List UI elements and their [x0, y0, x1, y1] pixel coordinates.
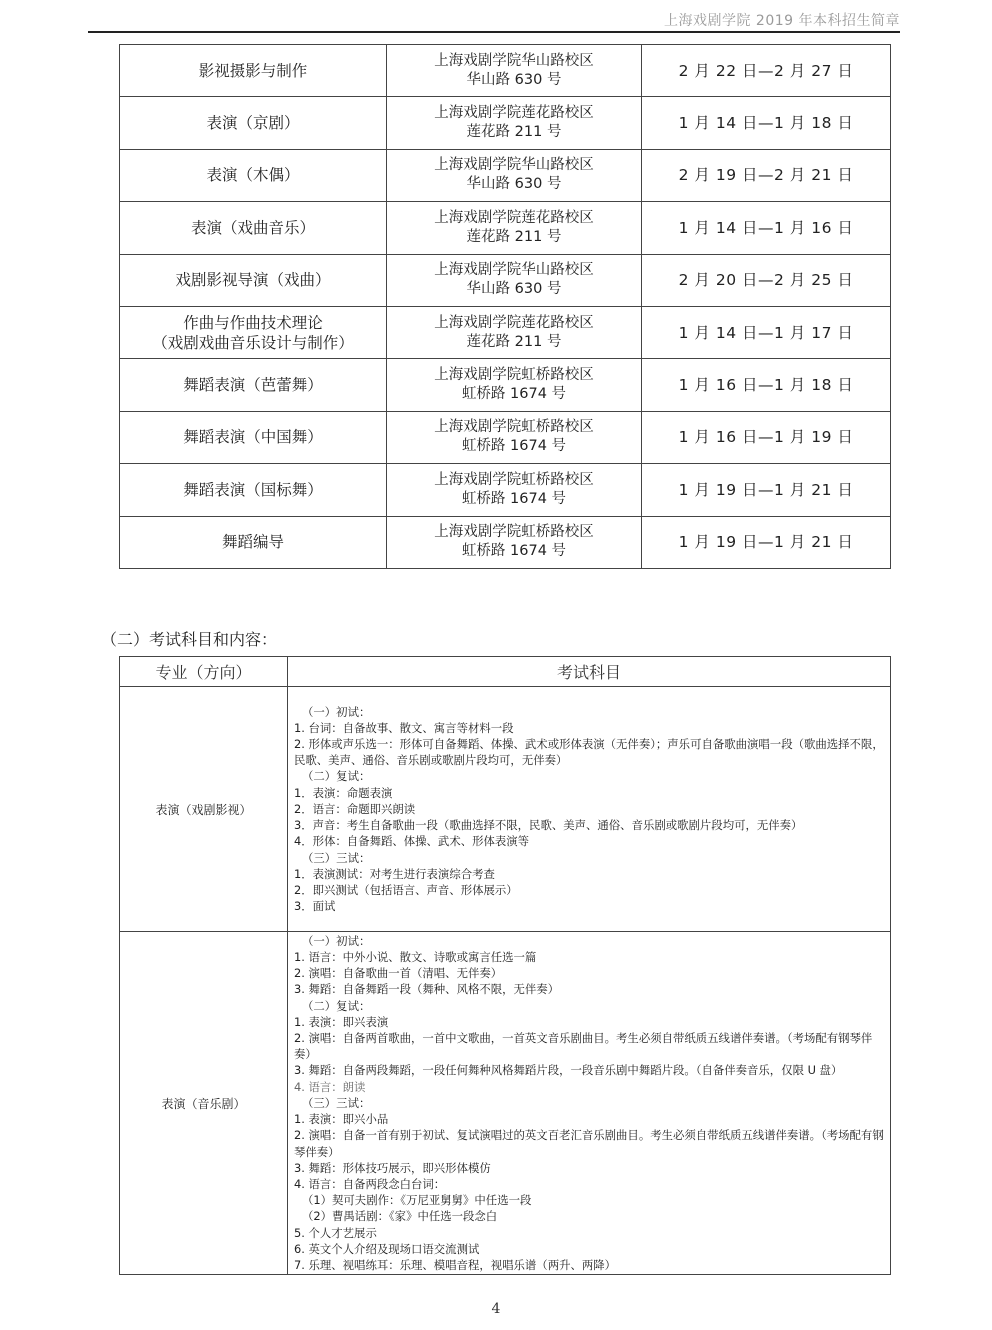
schedule-major-line: （戏剧戏曲音乐设计与制作） [152, 333, 354, 352]
schedule-location-line: 上海戏剧学院虹桥路校区 [434, 367, 594, 384]
schedule-location [387, 411, 642, 463]
subjects-major: 表演（音乐剧） [120, 932, 288, 1275]
schedule-location-line: 上海戏剧学院莲花路校区 [434, 105, 594, 122]
schedule-major [120, 97, 387, 149]
subjects-content-line: 1．表演：命题表演 [294, 785, 393, 800]
schedule-row [120, 45, 891, 97]
header-subjects: 考试科目 [288, 657, 891, 687]
schedule-row [120, 359, 891, 411]
subjects-content-line: 3. 舞蹈：自备两段舞蹈，一段任何舞种风格舞蹈片段，一段音乐剧中舞蹈片段。（自备伴奏音乐，仅限 U 盘） [294, 1063, 843, 1078]
schedule-major-line: 表演（木偶） [206, 166, 300, 185]
subjects-content-line: 4．形体：自备舞蹈、体操、武术、形体表演等 [294, 834, 530, 849]
schedule-location-line: 上海戏剧学院虹桥路校区 [434, 471, 594, 488]
subjects-content-line: （二）复试： [302, 769, 371, 784]
schedule-major [120, 359, 387, 411]
subjects-content-line: 5. 个人才艺展示 [294, 1225, 377, 1240]
schedule-location [387, 254, 642, 306]
schedule-location-line: 上海戏剧学院虹桥路校区 [434, 524, 594, 541]
subjects-content-line: 4. 语言：自备两段念白台词： [294, 1176, 446, 1191]
schedule-row [120, 149, 891, 201]
subjects-content-line: 1. 表演：即兴表演 [294, 1014, 389, 1029]
subjects-content [288, 932, 891, 1275]
schedule-location [387, 516, 642, 568]
subjects-content-line: 6. 英文个人介绍及现场口语交流测试 [294, 1241, 480, 1256]
schedule-major [120, 516, 387, 568]
schedule-dates: 2 月 22 日—2 月 27 日 [642, 45, 891, 97]
schedule-row [120, 464, 891, 516]
subjects-content-line: （2）曹禺话剧：《家》中任选一段念白 [302, 1209, 498, 1224]
schedule-location [387, 464, 642, 516]
schedule-location [387, 306, 642, 358]
running-header-title: 上海戏剧学院 2019 年本科招生简章 [663, 13, 900, 29]
schedule-major-line: 舞蹈表演（国标舞） [183, 480, 323, 499]
subjects-content-line: 3. 舞蹈：自备舞蹈一段（舞种、风格不限，无伴奏） [294, 982, 560, 997]
section-heading: （二）考试科目和内容： [101, 630, 278, 649]
schedule-location-line: 虹桥路 1674 号 [461, 438, 567, 455]
schedule-location-line: 上海戏剧学院莲花路校区 [434, 209, 594, 226]
schedule-major [120, 45, 387, 97]
schedule-location-line: 上海戏剧学院华山路校区 [434, 262, 594, 279]
schedule-major-line: 舞蹈表演（芭蕾舞） [183, 376, 323, 395]
schedule-location-line: 上海戏剧学院华山路校区 [434, 52, 594, 69]
schedule-location-line: 上海戏剧学院虹桥路校区 [434, 419, 594, 436]
schedule-location-line: 莲花路 211 号 [466, 228, 562, 245]
schedule-dates: 1 月 16 日—1 月 18 日 [642, 359, 891, 411]
subjects-content-line: 1. 语言：中外小说、散文、诗歌或寓言任选一篇 [294, 950, 537, 965]
subjects-content-line: （三）三试： [302, 850, 371, 865]
subjects-content-line: 3．面试 [294, 899, 336, 914]
subjects-content [288, 687, 891, 932]
header-major: 专业（方向） [120, 657, 288, 687]
schedule-location-line: 虹桥路 1674 号 [461, 543, 567, 560]
subjects-content-line: 3．声音：考生自备歌曲一段（歌曲选择不限，民歌、美声、通俗、音乐剧或歌剧片段均可，无伴奏） [294, 818, 803, 833]
schedule-row [120, 254, 891, 306]
schedule-location [387, 202, 642, 254]
schedule-location [387, 149, 642, 201]
schedule-major [120, 411, 387, 463]
schedule-location [387, 97, 642, 149]
schedule-major [120, 306, 387, 358]
schedule-dates: 1 月 19 日—1 月 21 日 [642, 464, 891, 516]
subjects-content-line: 2．语言：命题即兴朗读 [294, 801, 416, 816]
subjects-header-row [120, 657, 891, 687]
subjects-content-line: 3. 舞蹈：形体技巧展示，即兴形体模仿 [294, 1160, 491, 1175]
schedule-location-line: 华山路 630 号 [466, 176, 562, 193]
schedule-dates: 1 月 14 日—1 月 16 日 [642, 202, 891, 254]
schedule-location-line: 华山路 630 号 [466, 281, 562, 298]
schedule-location [387, 359, 642, 411]
schedule-major-line: 表演（京剧） [206, 114, 300, 133]
schedule-row [120, 202, 891, 254]
schedule-row [120, 97, 891, 149]
schedule-major-line: 表演（戏曲音乐） [190, 218, 315, 237]
subjects-content-line: （一）初试： [302, 704, 371, 719]
schedule-row [120, 411, 891, 463]
schedule-major [120, 464, 387, 516]
schedule-major-line: 作曲与作曲技术理论 [183, 313, 323, 332]
schedule-location-line: 上海戏剧学院华山路校区 [434, 157, 594, 174]
exam-subjects-table [119, 656, 891, 1275]
schedule-dates: 2 月 20 日—2 月 25 日 [642, 254, 891, 306]
schedule-major [120, 254, 387, 306]
subjects-content-line: 2. 演唱：自备两首歌曲，一首中文歌曲，一首英文音乐剧曲目。考生必须自带纸质五线谱伴奏谱。（考场配有钢琴伴奏） [294, 1031, 873, 1062]
schedule-row [120, 516, 891, 568]
schedule-dates: 1 月 19 日—1 月 21 日 [642, 516, 891, 568]
subjects-major: 表演（戏剧影视） [120, 687, 288, 932]
subjects-content-line: （二）复试： [302, 998, 371, 1013]
subjects-content-line: （1）契可夫剧作：《万尼亚舅舅》中任选一段 [302, 1193, 532, 1208]
schedule-major-line: 舞蹈编导 [221, 533, 284, 552]
subjects-row [120, 932, 891, 1275]
subjects-content-line: 2. 形体或声乐选一：形体可自备舞蹈、体操、武术或形体表演（无伴奏）；声乐可自备歌曲演唱一段（歌曲选择不限，民歌、美声、通俗、音乐剧或歌剧片段均可，无伴奏） [294, 737, 884, 768]
subjects-content-line: 7. 乐理、视唱练耳：乐理、模唱音程，视唱乐谱（两升、两降） [294, 1257, 617, 1272]
schedule-location-line: 莲花路 211 号 [466, 124, 562, 141]
schedule-dates: 1 月 14 日—1 月 18 日 [642, 97, 891, 149]
schedule-location [387, 45, 642, 97]
subjects-content-line: 1. 台词：自备故事、散文、寓言等材料一段 [294, 720, 514, 735]
subjects-content-line: 2. 演唱：自备一首有别于初试、复试演唱过的英文百老汇音乐剧曲目。考生必须自带纸质五线谱伴奏谱。（考场配有钢琴伴奏） [294, 1128, 884, 1159]
schedule-location-line: 莲花路 211 号 [466, 333, 562, 350]
audition-schedule-table [119, 44, 891, 569]
schedule-major [120, 149, 387, 201]
header-rule [88, 31, 900, 33]
schedule-major-line: 舞蹈表演（中国舞） [183, 428, 323, 447]
subjects-content-line: 1. 表演：即兴小品 [294, 1112, 389, 1127]
subjects-row [120, 687, 891, 932]
subjects-content-line: 4. 语言：朗读 [294, 1079, 366, 1094]
schedule-location-line: 虹桥路 1674 号 [461, 386, 567, 403]
schedule-location-line: 华山路 630 号 [466, 71, 562, 88]
subjects-content-line: 2．即兴测试（包括语言、声音、形体展示） [294, 882, 518, 897]
page-number: 4 [491, 1301, 501, 1317]
schedule-major-line: 戏剧影视导演（戏曲） [175, 271, 331, 290]
schedule-dates: 2 月 19 日—2 月 21 日 [642, 149, 891, 201]
schedule-location-line: 上海戏剧学院莲花路校区 [434, 314, 594, 331]
schedule-dates: 1 月 14 日—1 月 17 日 [642, 306, 891, 358]
schedule-location-line: 虹桥路 1674 号 [461, 490, 567, 507]
subjects-content-line: （三）三试： [302, 1095, 371, 1110]
subjects-content-line: 2. 演唱：自备歌曲一首（清唱、无伴奏） [294, 966, 503, 981]
schedule-major [120, 202, 387, 254]
subjects-content-line: 1．表演测试：对考生进行表演综合考查 [294, 866, 495, 881]
subjects-content-line: （一）初试： [302, 933, 371, 948]
schedule-dates: 1 月 16 日—1 月 19 日 [642, 411, 891, 463]
schedule-major-line: 影视摄影与制作 [198, 61, 308, 80]
schedule-row [120, 306, 891, 358]
